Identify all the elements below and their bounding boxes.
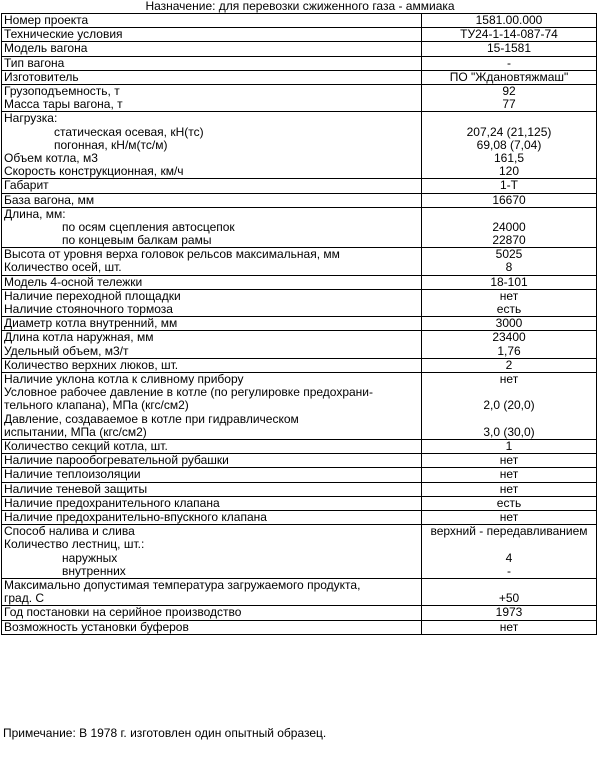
row-label: Наличие предохранительного клапана — [2, 496, 422, 510]
table-row — [2, 275, 597, 289]
row-value: 1-Т — [422, 179, 597, 193]
row-label: Технические условия — [2, 28, 422, 42]
table-row — [2, 510, 597, 524]
table-row — [2, 179, 597, 193]
table-row — [2, 331, 597, 358]
row-value: есть — [496, 302, 522, 317]
table-row — [2, 112, 597, 179]
row-value: 16670 — [422, 193, 597, 207]
row-value-empty — [424, 413, 594, 426]
row-value: 92 — [502, 84, 516, 99]
row-value: 4 — [505, 550, 513, 565]
table-row — [2, 289, 597, 316]
row-label: Модель 4-осной тележки — [2, 275, 422, 289]
row-sublabel: наружных — [62, 550, 118, 565]
row-value: 77 — [502, 97, 516, 112]
table-row — [2, 373, 597, 440]
row-label-group — [2, 112, 422, 179]
row-value: 120 — [498, 164, 520, 179]
row-value: 2 — [422, 358, 597, 372]
row-value-group — [422, 85, 597, 112]
row-value: 1,76 — [497, 343, 521, 358]
table-row — [2, 454, 597, 468]
row-value: 8 — [505, 260, 513, 275]
row-label: Габарит — [2, 179, 422, 193]
row-label: Наличие теневой защиты — [2, 482, 422, 496]
row-label: Номер проекта — [2, 14, 422, 28]
row-label: Количество осей, шт. — [4, 260, 122, 275]
row-value: нет — [499, 372, 519, 387]
row-value: 15-1581 — [422, 42, 597, 56]
table-row — [2, 317, 597, 331]
row-label: Наличие предохранительно-впускного клапана — [2, 510, 422, 524]
row-sublabel: по концевым балкам рамы — [62, 233, 212, 248]
row-label: Количество верхних люков, шт. — [2, 358, 422, 372]
row-value: ПО "Ждановтяжмаш" — [422, 70, 597, 84]
row-value: 1973 — [422, 606, 597, 620]
table-row — [2, 28, 597, 42]
row-label: Удельный объем, м3/т — [4, 343, 129, 358]
row-label: Максимально допустимая температура загружаемого продукта, — [4, 578, 361, 592]
row-value: 3,0 (30,0) — [483, 424, 535, 439]
row-label: испытании, МПа (кгс/см2) — [4, 424, 147, 439]
table-row — [2, 248, 597, 275]
row-label: тельного клапана), МПа (кгс/см2) — [4, 398, 189, 413]
table-row — [2, 525, 597, 579]
row-value: 1581.00.000 — [422, 14, 597, 28]
row-label: Тип вагона — [2, 56, 422, 70]
row-value: 18-101 — [422, 275, 597, 289]
row-value-empty — [424, 538, 594, 551]
row-sublabel: внутренних — [62, 563, 126, 578]
row-label: Наличие переходной площадки — [4, 289, 181, 303]
row-label: Количество секций котла, шт. — [2, 439, 422, 453]
row-label: Модель вагона — [2, 42, 422, 56]
row-sublabel: погонная, кН/м(тс/м) — [54, 137, 168, 152]
row-label-group — [2, 248, 422, 275]
row-label: Год постановки на серийное производство — [2, 606, 422, 620]
table-row — [2, 482, 597, 496]
table-row — [2, 358, 597, 372]
row-label: Грузоподъемность, т — [4, 84, 120, 99]
table-row — [2, 14, 597, 28]
table-row — [2, 42, 597, 56]
row-label-group — [2, 578, 422, 605]
row-label: Возможность установки буферов — [2, 620, 422, 634]
table-row — [2, 70, 597, 84]
spec-table — [1, 13, 597, 635]
row-label-group — [2, 525, 422, 579]
row-value: есть — [422, 496, 597, 510]
row-label: Условное рабочее давление в котле (по регулировке предохрани- — [4, 385, 373, 400]
row-value-group — [422, 373, 597, 440]
page-title: Назначение: для перевозки сжиженного газа - аммиака — [145, 0, 455, 13]
row-label: Количество лестниц, шт.: — [4, 537, 145, 552]
row-value-empty — [424, 208, 594, 221]
row-label: Диаметр котла внутренний, мм — [2, 317, 422, 331]
row-sublabel: по осям сцепления автосцепок — [62, 219, 235, 234]
row-label-group — [2, 289, 422, 316]
row-label: Масса тары вагона, т — [4, 97, 123, 112]
table-row — [2, 496, 597, 510]
row-value-group — [422, 331, 597, 358]
row-value: нет — [422, 482, 597, 496]
row-value: нет — [499, 289, 519, 303]
row-sublabel: статическая осевая, кН(тс) — [54, 124, 204, 139]
row-label-group — [2, 373, 422, 440]
row-value: 23400 — [492, 330, 526, 345]
row-label: Длина, мм: — [4, 207, 66, 221]
row-value: 161,5 — [493, 150, 525, 165]
row-value: 3000 — [422, 317, 597, 331]
row-value: верхний - передавливанием — [430, 524, 588, 539]
row-value: 69,08 (7,04) — [476, 137, 542, 152]
row-value: 2,0 (20,0) — [483, 398, 535, 413]
row-label: Высота от уровня верха головок рельсов максимальная, мм — [4, 247, 340, 262]
row-value: - — [507, 563, 511, 578]
row-value: ТУ24-1-14-087-74 — [422, 28, 597, 42]
row-value: - — [422, 56, 597, 70]
row-value: нет — [422, 510, 597, 524]
row-value: 5025 — [495, 247, 523, 262]
row-label: Длина котла наружная, мм — [4, 330, 154, 345]
row-value: +50 — [422, 578, 597, 605]
table-row — [2, 439, 597, 453]
table-row — [2, 606, 597, 620]
row-value: 207,24 (21,125) — [466, 124, 552, 139]
table-row — [2, 85, 597, 112]
row-value-group — [422, 289, 597, 316]
row-value-group — [422, 207, 597, 248]
row-value: 1 — [422, 439, 597, 453]
row-label: Наличие стояночного тормоза — [4, 302, 173, 317]
row-value-group — [422, 525, 597, 579]
row-label: Скорость конструкционная, км/ч — [4, 164, 184, 179]
row-label: Объем котла, м3 — [4, 150, 98, 165]
row-label-group — [2, 331, 422, 358]
row-value: нет — [422, 454, 597, 468]
row-label-group — [2, 85, 422, 112]
table-row — [2, 578, 597, 605]
row-label: Нагрузка: — [4, 111, 58, 126]
row-label: Давление, создаваемое в котле при гидравлическом — [4, 411, 299, 426]
table-row — [2, 620, 597, 634]
row-value: 24000 — [492, 219, 526, 234]
row-value: нет — [422, 620, 597, 634]
row-label: Наличие теплоизоляции — [2, 468, 422, 482]
row-label: Изготовитель — [2, 70, 422, 84]
row-value-empty — [424, 112, 594, 125]
row-value: 22870 — [492, 233, 526, 248]
table-row — [2, 193, 597, 207]
table-row — [2, 56, 597, 70]
footnote: Примечание: В 1978 г. изготовлен один опытный образец. — [3, 726, 327, 740]
row-label: Наличие уклона котла к сливному прибору — [4, 372, 244, 387]
table-row — [2, 207, 597, 248]
row-label: Способ налива и слива — [4, 524, 135, 539]
table-row — [2, 468, 597, 482]
row-label: град. С — [4, 591, 45, 606]
row-label: Наличие парообогревательной рубашки — [2, 454, 422, 468]
row-value-group — [422, 112, 597, 179]
row-label-group — [2, 207, 422, 248]
row-label: База вагона, мм — [2, 193, 422, 207]
row-value: нет — [422, 468, 597, 482]
row-value-group — [422, 248, 597, 275]
